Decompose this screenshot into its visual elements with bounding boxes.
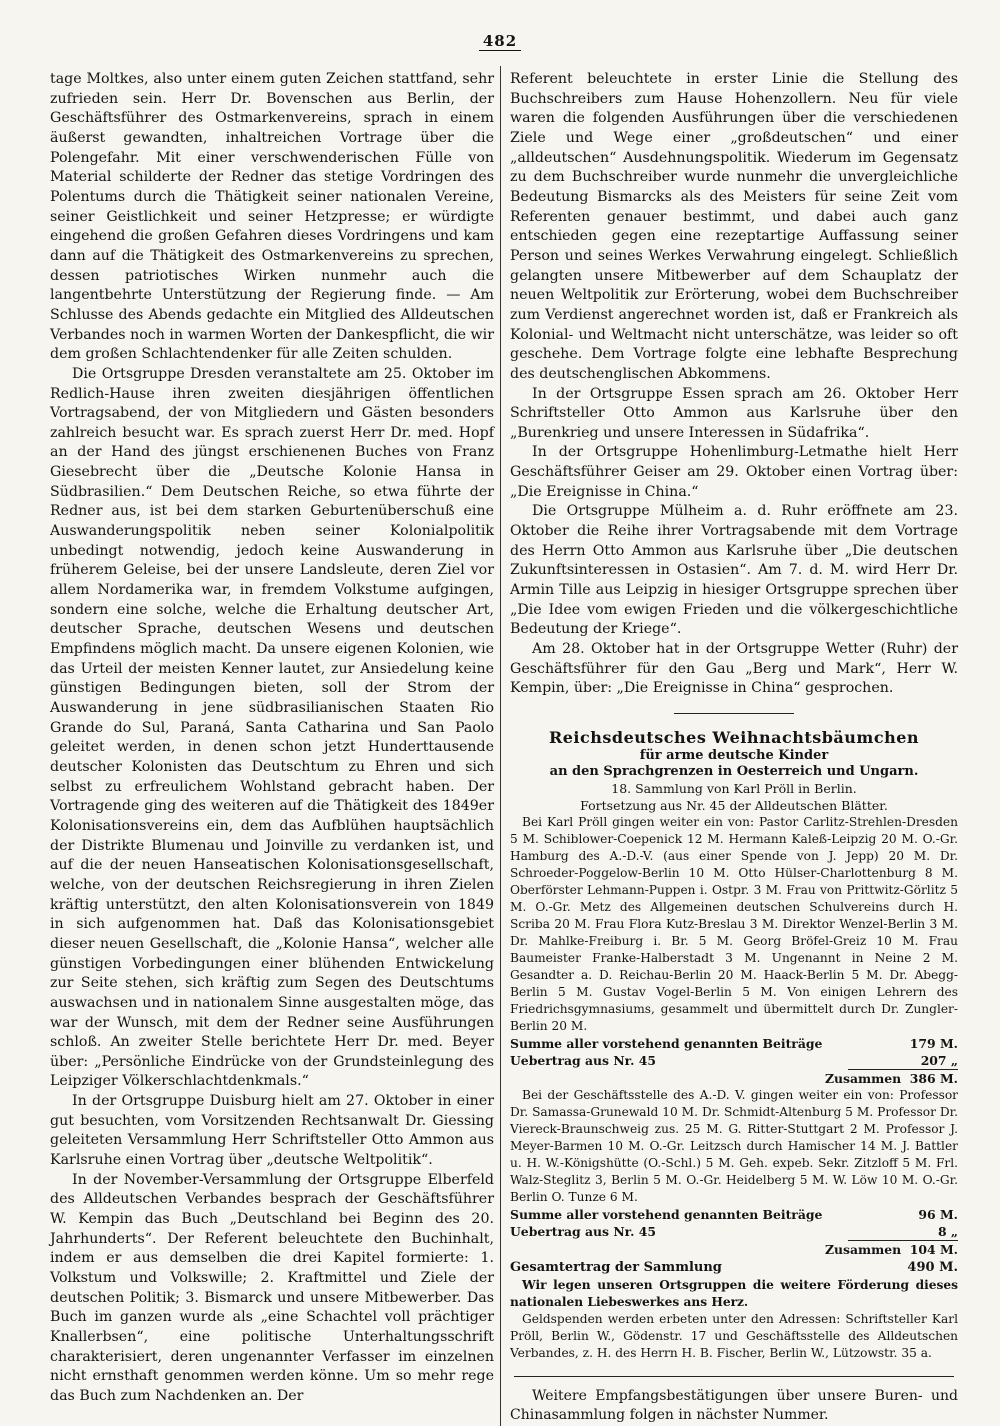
sum-label: Summe aller vorstehend genannten Beiträge xyxy=(510,1035,823,1051)
sum-row-2 xyxy=(510,1206,958,1223)
total-value: 104 M. xyxy=(909,1241,958,1257)
sum-row-1 xyxy=(510,1035,958,1052)
donation-list xyxy=(510,814,958,1362)
total-label: Zusammen xyxy=(824,1070,902,1086)
right-column xyxy=(510,70,958,1426)
paragraph-moltke: tage Moltkes, also unter einem guten Zeichen stattfand, sehr zufrieden sein. Herr Dr. Bovenschen aus Berlin, der Geschäftsführer des Ostmarkenvereins, sprach in einem äußerst gewandten, inhaltreichen Vortrage über die Polengefahr. Mit einer verschwenderischen Fülle von Material schilderte der Redner das stetige Vordringen des Polentums durch die Thätigkeit seiner nationalen Vereine, seiner Geistlichkeit und seiner Hetzpresse; er würdigte eingehend die großen Gefahren dieses Vordringens und kam dann auf die Thätigkeit des Ostmarkenvereins zu sprechen, dessen patriotisches Wirken nunmehr auch die langentbehrte Unterstützung der Regierung finde. — Am Schlusse des Abends gedachte ein Mitglied des Alldeutschen Verbandes noch in warmen Worten der Dankespflicht, die wir dem großen Schlachtendenker für alle Zeiten schulden. xyxy=(50,71,494,363)
grand-total-value: 490 M. xyxy=(907,1259,958,1275)
section-subtitle-2: an den Sprachgrenzen in Oesterreich und Ungarn. xyxy=(549,763,919,779)
donation-block-1: Bei Karl Pröll gingen weiter ein von: Pastor Carlitz-Strehlen-Dresden 5 M. Schiblower-Coepenick 12 M. Hermann Kaleß-Leipzig 20 M. O.-Gr. Hamburg des A.-D.-V. (aus einer Spende von J. Jepp) 20 M. Dr. Schroeder-Poggelow-Berlin 10 M. Otto Hülser-Charlottenburg 8 M. Oberförster Lehmann-Puppen i. Ostpr. 3 M. Frau von Prittwitz-Görlitz 5 M. O.-Gr. Metz des Allgemeinen deutschen Schulvereins durch H. Scriba 20 M. Frau Flora Kutz-Breslau 3 M. Direktor Wenzel-Berlin 3 M. Dr. Mahlke-Freiburg i. Br. 5 M. Georg Bröfel-Greiz 10 M. Frau Baumeister Franke-Halberstadt 3 M. Ungenannt in Neine 2 M. Gesandter a. D. Reichau-Berlin 20 M. Haack-Berlin 5 M. Dr. Abegg-Berlin 5 M. Gustav Vogel-Berlin 5 M. Von einigen Lehrern des Friedrichsgymnasiums, gesammelt und übermittelt durch Dr. Zungler-Berlin 20 M. xyxy=(510,814,958,1033)
addresses-text: Geldspenden werden erbeten unter den Adressen: Schriftsteller Karl Pröll, Berlin W., Gödenstr. 17 und Geschäftsstelle des Alldeutschen Verbandes, z. H. des Herrn H. B. Fischer, Berlin W., Lützowstr. 35 a. xyxy=(510,1311,958,1360)
total-label: Zusammen xyxy=(824,1241,902,1257)
total-value: 386 M. xyxy=(909,1070,958,1086)
transfer-label: Uebertrag aus Nr. 45 xyxy=(510,1223,656,1239)
collection-line: 18. Sammlung von Karl Pröll in Berlin. xyxy=(611,780,857,796)
paragraph-essen: In der Ortsgruppe Essen sprach am 26. Oktober Herr Schriftsteller Otto Ammon aus Karlsruhe über den „Burenkrieg und unsere Interessen in Südafrika“. xyxy=(510,385,958,441)
section-subtitle-1: für arme deutsche Kinder xyxy=(639,747,829,763)
paragraph-wetter: Am 28. Oktober hat in der Ortsgruppe Wetter (Ruhr) der Geschäftsführer für den Gau „Berg und Mark“, Herr W. Kempin, über: „Die Ereignisse in China“ gesprochen. xyxy=(510,641,958,697)
closing-divider xyxy=(514,1376,954,1377)
total-row-2 xyxy=(510,1241,958,1258)
section-title: Reichsdeutsches Weihnachtsbäumchen xyxy=(548,728,920,747)
paragraph-muelheim: Die Ortsgruppe Mülheim a. d. Ruhr eröffnete am 23. Oktober die Reihe ihrer Vortragsabende mit dem Vortrage des Herrn Otto Ammon aus Karlsruhe über „Die deutschen Zukunftsinteressen in Ostasien“. Am 7. d. M. wird Herr Dr. Armin Tille aus Leipzig in hiesiger Ortsgruppe sprechen über „Die Idee vom ewigen Frieden und die völkergeschichtliche Bedeutung der Kriege“. xyxy=(510,503,958,638)
closing-note: Weitere Empfangsbestätigungen über unsere Buren- und Chinasammlung folgen in nächster Nummer. xyxy=(510,1387,958,1424)
transfer-label: Uebertrag aus Nr. 45 xyxy=(510,1052,656,1068)
appeal-text: Wir legen unseren Ortsgruppen die weitere Förderung dieses nationalen Liebeswerkes ans Herz. xyxy=(510,1277,958,1309)
page-number: 482 xyxy=(0,32,1000,50)
section-header xyxy=(510,728,958,814)
paragraph-referent: Referent beleuchtete in erster Linie die Stellung des Buchschreibers zum Hause Hohenzollern. Neu für viele waren die folgenden Ausführungen über die verschiedenen Ziele und Wege einer „großdeutschen“ und einer „alldeutschen“ Ausdehnungspolitik. Wiederum im Gegensatz zu dem Buchschreiber wurde nunmehr die unvergleichliche Bedeutung Bismarcks als des Meisters für seine Zeit vom Referenten genauer bestimmt, und dabei auch ganz entschieden gegen eine rezeptartige Auffassung seiner Person und seines Werkes Verwahrung eingelegt. Schließlich gelangten unsere Mitbewerber auf dem Schauplatz der neuen Weltpolitik zur Erörterung, wobei dem Buchschreiber zum Verdienst angerechnet worden ist, daß er Frankreich als Kolonial- und Weltmacht nicht unterschätze, was leider so oft geschehe. Dem Vortrage folgte eine lebhafte Besprechung des deutschenglischen Abkommens. xyxy=(510,71,958,382)
section-divider xyxy=(674,713,794,714)
transfer-row-2 xyxy=(510,1223,958,1240)
paragraph-elberfeld: In der November-Versammlung der Ortsgruppe Elberfeld des Alldeutschen Verbandes besprach der Geschäftsführer W. Kempin das Buch „Deutschland bei Beginn des 20. Jahrhunderts“. Der Referent beleuchtete den Buchinhalt, indem er aus demselben die drei Kapitel formierte: 1. Volkstum und Volkswille; 2. Kraftmittel und Ziele der deutschen Politik; 3. Bismarck und unsere Mitbewerber. Das Buch im ganzen wurde als „eine Schachtel voll prächtiger Knallerbsen“, eine politische Unterhaltungsschrift charakterisiert, deren ungenannter Verfasser im einzelnen nicht ernsthaft genommen werden könne. Um so mehr rege das Buch zum Nachdenken an. Der xyxy=(50,1171,494,1404)
total-row-1 xyxy=(510,1070,958,1087)
paragraph-dresden: Die Ortsgruppe Dresden veranstaltete am 25. Oktober im Redlich-Hause ihren zweiten diesjährigen öffentlichen Vortragsabend, der von Mitgliedern und Gästen besonders zahlreich besucht war. Es sprach zuerst Herr Dr. med. Hopf an der Hand des jüngst erschienenen Buches von Franz Giesebrecht über die „Deutsche Kolonie Hansa in Südbrasilien.“ Dem Deutschen Reiche, so etwa führte der Redner aus, ist bei dem starken Geburtenüberschuß eine Auswanderungspolitik neben seiner Kolonialpolitik unbedingt notwendig, jedoch keine Auswanderung in früherem Geleise, bei der unsere Landsleute, deren Ziel vor allem Nordamerika war, in fremdem Volkstume aufgingen, sondern eine solche, welche die Erhaltung deutscher Art, deutscher Sprache, deutschen Wesens und deutschen Empfindens möglich macht. Da unsere eigenen Kolonien, wie das Urteil der meisten Kenner lautet, zur Ansiedelung keine günstigen Bedingungen bieten, soll der Strom der Auswanderung in jene südbrasilianischen Staaten Rio Grande do Sul, Paraná, Santa Catharina und San Paolo geleitet werden, in denen schon jetzt Hunderttausende deutscher Kolonisten das Deutschtum zu Ehren und sich selbst zu erfreulichem Wohlstand gebracht haben. Der Vortragende ging des weiteren auf die Thätigkeit des 1849er Kolonisationsvereins ein, dem das Aufblühen hauptsächlich der Distrikte Blumenau und Joinville zu verdanken ist, und auf die der neuen Hanseatischen Kolonisationsgesellschaft, welche, von der deutschen Reichsregierung in ihren Zielen kräftig unterstützt, den alten Kolonisationsverein von 1849 in sich aufgenommen hat. Daß das Kolonisationsgebiet dieser neuen Gesellschaft, die „Kolonie Hansa“, welcher alle günstigen Vorbedingungen einer blühenden Entwickelung zur Seite stehen, sich kräftig zum Segen des Deutschtums auswachsen und in nationalem Sinne ausgestalten möge, das war der Wunsch, mit dem der Redner seine Ausführungen schloß. An zweiter Stelle berichtete Herr Dr. med. Beyer über: „Persönliche Eindrücke von der Grundsteinlegung des Leipziger Völkerschlachtdenkmals.“ xyxy=(50,365,494,1090)
paragraph-hohenlimburg: In der Ortsgruppe Hohenlimburg-Letmathe hielt Herr Geschäftsführer Geiser am 29. Oktober einen Vortrag über: „Die Ereignisse in China.“ xyxy=(510,444,958,500)
sum-label: Summe aller vorstehend genannten Beiträge xyxy=(510,1206,823,1222)
transfer-row-1 xyxy=(510,1052,958,1069)
paragraph-duisburg: In der Ortsgruppe Duisburg hielt am 27. Oktober in einer gut besuchten, vom Vorsitzenden Rechtsanwalt Dr. Giessing geleiteten Versammlung Herr Schriftsteller Otto Ammon aus Karlsruhe einen Vortrag über „deutsche Weltpolitik“. xyxy=(50,1093,494,1169)
continuation-line: Fortsetzung aus Nr. 45 der Alldeutschen Blätter. xyxy=(580,797,888,813)
left-column xyxy=(50,70,494,1407)
grand-total-row xyxy=(510,1258,958,1277)
donation-block-2: Bei der Geschäftsstelle des A.-D. V. gingen weiter ein von: Professor Dr. Samassa-Grunewald 10 M. Dr. Schmidt-Altenburg 5 M. Professor Dr. Viereck-Braunschweig zus. 25 M. G. Ritter-Stuttgart 2 M. Professor J. Meyer-Barmen 10 M. O.-Gr. Leitzsch durch Hamischer 14 M. J. Battler u. H. W.-Königshütte (O.-Schl.) 5 M. Geh. expeb. Sekr. Zitzloff 5 M. Frl. Walz-Steglitz 3, Berlin 5 M. O.-Gr. Heidelberg 5 M. W. Löw 10 M. O.-Gr. Berlin O. Tunze 6 M. xyxy=(510,1087,958,1204)
transfer-value: 207 „ xyxy=(920,1052,958,1068)
sum-value: 96 M. xyxy=(918,1206,958,1222)
transfer-value: 8 „ xyxy=(937,1223,958,1239)
sum-value: 179 M. xyxy=(909,1035,958,1051)
grand-total-label: Gesamtertrag der Sammlung xyxy=(510,1259,722,1275)
